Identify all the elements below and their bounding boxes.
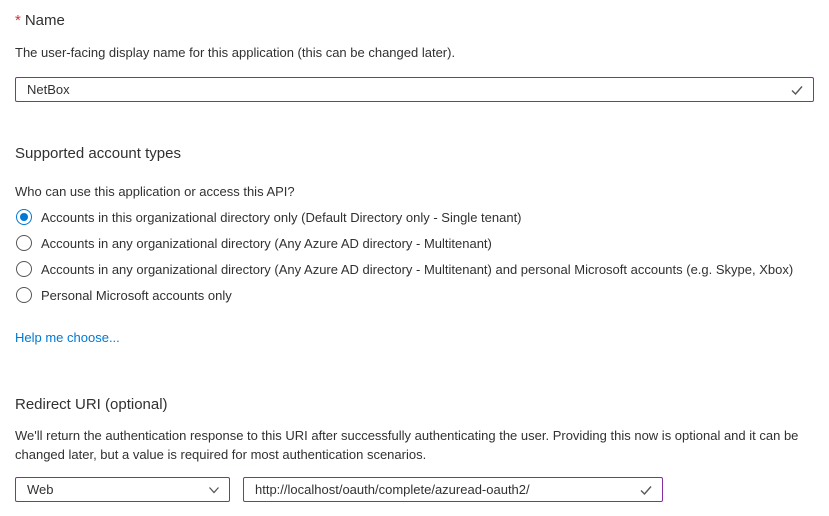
redirect-uri-description: We'll return the authentication response to this URI after successfully authenticating the user. Providing this now is optional and it can be changed later, but a value is required for most authentication scenarios. [15, 428, 799, 462]
redirect-uri-controls [15, 477, 814, 502]
account-type-option-multitenant[interactable] [15, 230, 814, 256]
account-type-label: Accounts in any organizational directory (Any Azure AD directory - Multitenant) [41, 235, 492, 251]
name-input[interactable] [15, 77, 814, 102]
account-type-option-personal-only[interactable] [15, 282, 814, 308]
redirect-uri-input[interactable] [243, 477, 663, 502]
app-registration-form [0, 11, 829, 502]
help-me-choose-link[interactable]: Help me choose... [15, 330, 120, 345]
redirect-uri-input-wrap [243, 477, 663, 502]
chevron-down-icon [208, 484, 220, 496]
radio-button[interactable] [16, 261, 32, 277]
radio-button[interactable] [16, 287, 32, 303]
account-type-label: Accounts in this organizational directory only (Default Directory only - Single tenant) [41, 209, 522, 225]
required-indicator: * [15, 12, 21, 29]
name-description: The user-facing display name for this application (this can be changed later). [15, 45, 456, 60]
redirect-uri-section-title: Redirect URI (optional) [15, 396, 168, 413]
name-title-text: Name [24, 12, 65, 29]
platform-select[interactable] [15, 477, 230, 502]
account-type-option-single-tenant[interactable] [15, 204, 814, 230]
account-type-label: Personal Microsoft accounts only [41, 287, 232, 303]
radio-button-selected[interactable] [16, 209, 32, 225]
account-type-label: Accounts in any organizational directory (Any Azure AD directory - Multitenant) and personal Microsoft accounts (e.g. Skype, Xbox) [41, 261, 794, 277]
platform-select-value: Web [27, 482, 54, 497]
name-input-wrap [15, 77, 814, 102]
account-types-section-title: Supported account types [15, 145, 181, 162]
radio-button[interactable] [16, 235, 32, 251]
account-type-option-multitenant-personal[interactable] [15, 256, 814, 282]
name-section-title [15, 11, 814, 31]
account-types-question: Who can use this application or access this API? [15, 184, 295, 199]
account-types-radio-group [15, 204, 814, 308]
